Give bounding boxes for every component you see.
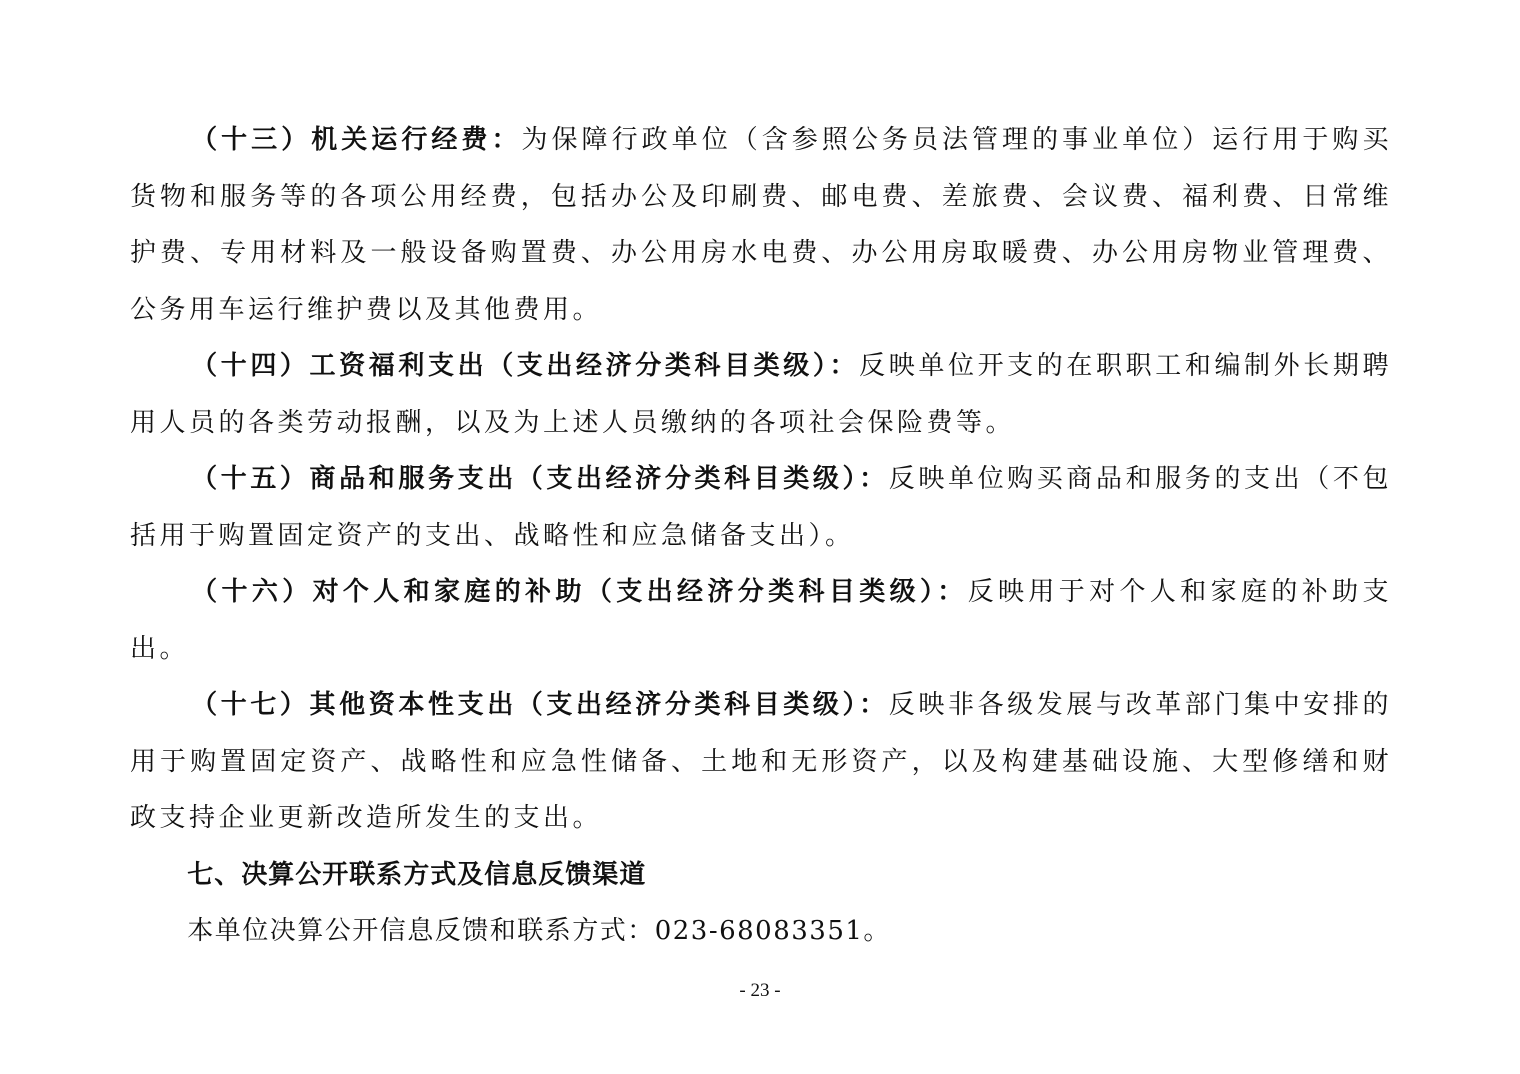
paragraph-13-body: 为保障行政单位（含参照公务员法管理的事业单位）运行用于购买货物和服务等的各项公用经费，包括办公及印刷费、邮电费、差旅费、会议费、福利费、日常维护费、专用材料及一般设备购置费、办公用房水电费、办公用房取暖费、办公用房物业管理费、公务用车运行维护费以及其他费用。: [130, 125, 1392, 325]
paragraph-17-body: 反映非各级发展与改革部门集中安排的用于购置固定资产、战略性和应急性储备、土地和无形资产，以及构建基础设施、大型修缮和财政支持企业更新改造所发生的支出。: [130, 690, 1392, 833]
paragraph-17: [130, 677, 1392, 847]
section-heading: 七、决算公开联系方式及信息反馈渠道: [187, 859, 647, 890]
paragraph-16-lead: （十六）对个人和家庭的补助（支出经济分类科目类级）：: [191, 577, 968, 607]
paragraph-13-lead: （十三）机关运行经费：: [191, 125, 522, 155]
paragraph-16-body: 反映用于对个人和家庭的补助支出。: [130, 577, 1392, 664]
paragraph-14-body: 反映单位开支的在职职工和编制外长期聘用人员的各类劳动报酬，以及为上述人员缴纳的各项社会保险费等。: [130, 351, 1392, 438]
contact-line: 本单位决算公开信息反馈和联系方式：023-68083351。: [187, 916, 891, 946]
paragraph-15-body: 反映单位购买商品和服务的支出（不包括用于购置固定资产的支出、战略性和应急储备支出）。: [130, 464, 1392, 551]
paragraph-17-lead: （十七）其他资本性支出（支出经济分类科目类级）：: [191, 690, 889, 720]
paragraph-15: [130, 451, 1392, 564]
paragraph-13: [130, 112, 1392, 338]
paragraph-15-lead: （十五）商品和服务支出（支出经济分类科目类级）：: [191, 464, 889, 494]
paragraph-14-lead: （十四）工资福利支出（支出经济分类科目类级）：: [191, 351, 860, 381]
paragraph-14: [130, 338, 1392, 451]
page-number: - 23 -: [739, 980, 781, 1001]
document-body: [130, 112, 1392, 960]
paragraph-16: [130, 564, 1392, 677]
